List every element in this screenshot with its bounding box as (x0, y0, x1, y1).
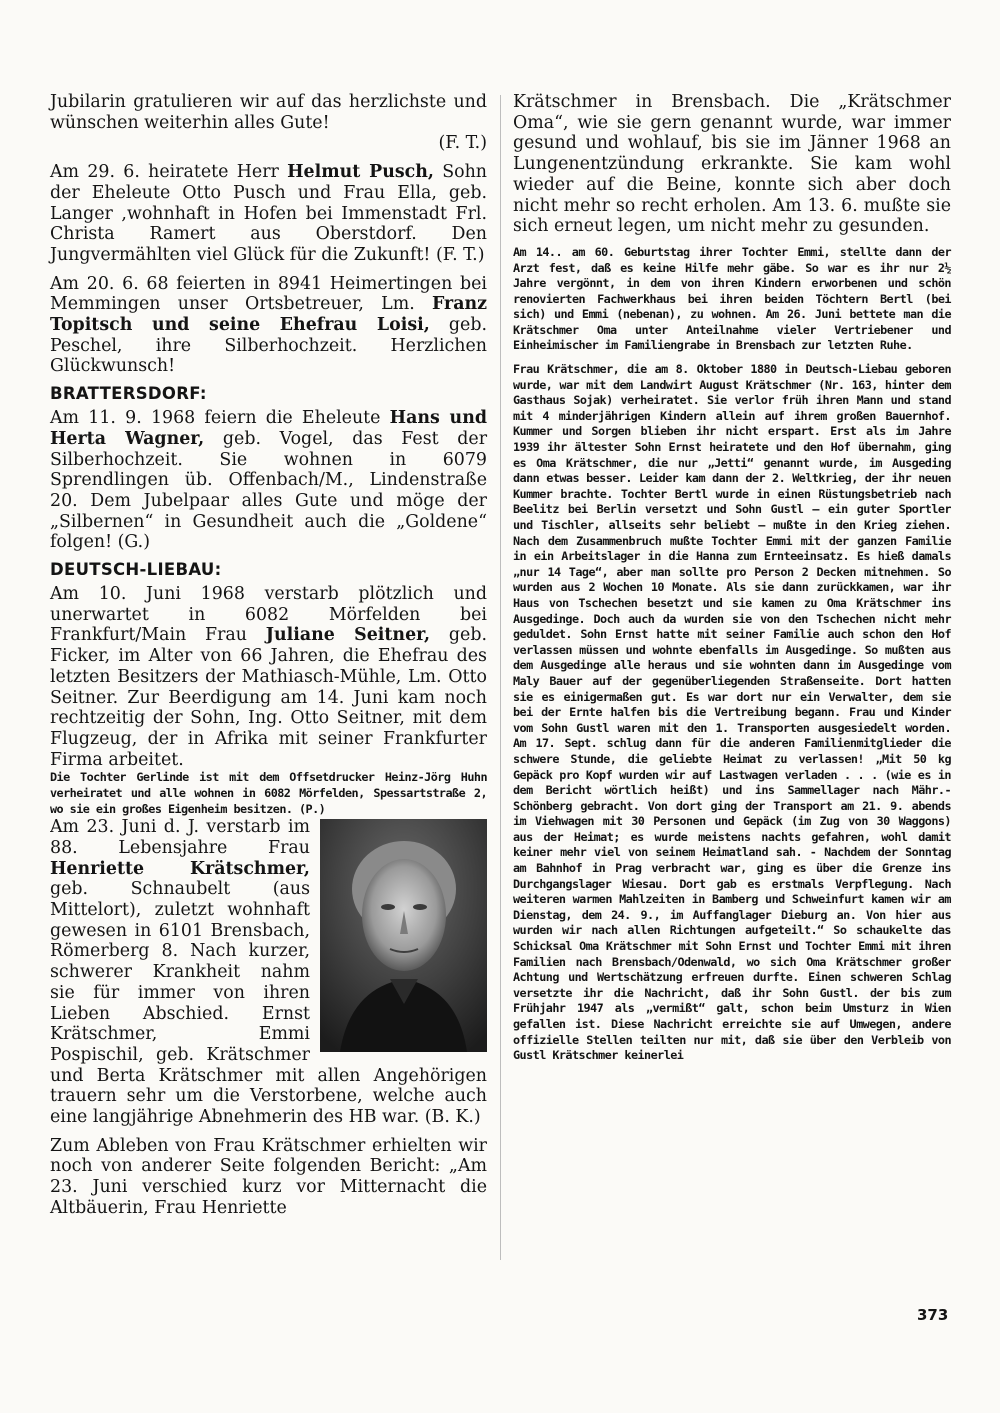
page-number: 373 (917, 1306, 949, 1324)
right-column (513, 92, 951, 1064)
paragraph-seitner: Am 10. Juni 1968 verstarb plötzlich und unerwartet in 6082 Mörfelden bei Frankfurt/Main Frau Juliane Seitner, geb. Ficker, im Alter von 66 Jahren, die Ehefrau des letzten Besitzers der Mathiasch-Mühle, Lm. Otto Seitner. Zur Beerdigung am 14. Juni kam noch rechtzeitig der Sohn, Ing. Otto Seitner, mit dem Flugzeug, der in Afrika mit seiner Frankfurter Firma arbeitet. (50, 584, 487, 770)
name-helmut-pusch: Helmut Pusch, (287, 162, 434, 183)
paragraph-kraetschmer-obituary: Am 23. Juni d. J. verstarb im 88. Lebensjahre Frau Henriette Krätschmer, geb. Schnaubelt (aus Mittelort), zuletzt wohnhaft gewesen in 6101 Brensbach, Römerberg 8. Nach kurzer, schwerer Krankheit nahm sie für immer von ihren Lieben Abschied. Ernst Krätschmer, Emmi Pospischil, geb. Krätschmer und Berta Krätschmer mit allen Angehörigen trauern sehr um die Verstorbene, welche auch eine langjährige Abnehmerin des HB war. (B. K.) (50, 817, 487, 1128)
heading-brattersdorf: BRATTERSDORF: (50, 384, 207, 404)
portrait-woman-icon (320, 819, 487, 1052)
obituary-block (50, 817, 487, 1128)
left-column (50, 92, 487, 1219)
paragraph-pusch: Am 29. 6. heiratete Herr Helmut Pusch, Sohn der Eheleute Otto Pusch und Frau Ella, geb. Langer ,wohnhaft in Hofen bei Immenstadt Frl. Christa Ramert aus Oberstdorf. Den Jungvermählten viel Glück für die Zukunft! (F. T.) (50, 162, 487, 265)
name-juliane-seitner: Juliane Seitner, (265, 625, 431, 646)
signature-ft: (F. T.) (438, 133, 487, 154)
paragraph-kraetschmer-oma: Krätschmer in Brensbach. Die „Krätschmer Oma“, wie sie gern genannt wurde, war immer gesund und wohlauf, bis sie im Jänner 1968 an Lungenentzündung erkrankte. Sie kam wohl wieder auf die Beine, konnte sich aber doch nicht mehr so recht erholen. Am 13. 6. mußte sie sich erneut legen, um nicht mehr zu gesunden. (513, 92, 951, 237)
column-divider (500, 95, 501, 1260)
paragraph-wagner: Am 11. 9. 1968 feiern die Eheleute Hans und Herta Wagner, geb. Vogel, das Fest der Silberhochzeit. Sie wohnen in 6079 Sprendlingen üb. Offenbach/M., Lindenstraße 20. Dem Jubelpaar alles Gute und möge der „Silbernen“ in Gesundheit auch die „Goldene“ folgen! (G.) (50, 408, 488, 553)
paragraph-burial: Am 14.. am 60. Geburtstag ihrer Tochter Emmi, stellte dann der Arzt fest, daß es keine Hilfe mehr gäbe. So war es ihr nur 2½ Jahre vergönnt, in dem von ihren Kindern erworbenen und schön renovierten Fachwerkhaus bei ihren beiden Töchtern Bertl (bei sich) und Emmi (nebenan), zu wohnen. Am 26. Juni bettete man die Krätschmer Oma unter Anteilnahme vieler Vertriebener und Einheimischer im Familiengrabe in Brensbach zur letzten Ruhe. (513, 244, 951, 353)
portrait-photo (320, 819, 487, 1052)
name-franz-topitsch: Franz Topitsch und seine Ehefrau Loisi, (50, 294, 487, 336)
name-hans-herta-wagner: Hans und Herta Wagner, (50, 408, 487, 449)
paragraph-seitner-note: Die Tochter Gerlinde ist mit dem Offsetdrucker Heinz-Jörg Huhn verheiratet und alle wohnen in 6082 Mörfelden, Spessartstraße 2, wo sie ein großes Eigenheim besitzen. (P.) (50, 770, 487, 816)
paragraph-jubilarin: Jubilarin gratulieren wir auf das herzlichste und wünschen weiterhin alles Gute! (50, 92, 487, 133)
paragraph-bericht: Zum Ableben von Frau Krätschmer erhielten wir noch von anderer Seite folgenden Bericht: „Am 23. Juni verschied kurz vor Mitternacht die Altbäuerin, Frau Henriette (50, 1135, 487, 1218)
name-henriette-kraetschmer: Henriette Krätschmer, (50, 858, 310, 879)
paragraph-topitsch: Am 20. 6. 68 feierten in 8941 Heimertingen bei Memmingen unser Ortsbetreuer, Lm. Franz Topitsch und seine Ehefrau Loisi, geb. Peschel, ihre Silberhochzeit. Herzlichen Glückwunsch! (50, 273, 487, 377)
paragraph-biography: Frau Krätschmer, die am 8. Oktober 1880 in Deutsch-Liebau geboren wurde, war mit dem Landwirt August Krätschmer (Nr. 163, hinter dem Gasthaus Sojak) verheiratet. Sie verlor früh ihren Mann und stand mit 4 minderjährigen Kindern allein auf ihrem großen Bauernhof. Kummer und Sorgen blieben ihr nicht erspart. Erst als im Jahre 1939 ihr ältester Sohn Ernst heiratete und den Hof übernahm, ging es Oma Krätschmer, die nur „Jetti“ genannt wurde, im Ausgeding dann etwas besser. Leider kam dann der 2. Weltkrieg, der ihr neuen Kummer brachte. Tochter Bertl wurde in einen Rüstungsbetrieb nach Beelitz bei Berlin versetzt und Sohn Gustl — ein guter Sportler und Tischler, allseits sehr beliebt — mußte in den Krieg ziehen. Nach dem Zusammenbruch mußte Tochter Emmi mit der ganzen Familie in ein Arbeitslager in die Hanna zum Ernteeinsatz. Es hieß damals „nur 14 Tage“, aber man sollte pro Person 2 Decken mitnehmen. So wurden aus 2 Wochen 10 Monate. Als sie dann zurückkamen, war ihr Haus von Tschechen besetzt und sie kamen zu Oma Krätschmer ins Ausgedinge. Doch auch da wurden sie von den Tschechen nicht mehr geduldet. Sohn Ernst hatte mit seiner Familie auch schon den Hof verlassen müssen und wohnte ebenfalls im Ausgedinge. So mußten aus dem Ausgedinge alle heraus und sie wohnten dann im Ausgedinge vom Maly Bauer auf der gegenüberliegenden Straßenseite. Dort hatten sie es einigermaßen gut. Es war dort nur ein Verwalter, dem sie bei der Ernte halfen bis die Vertreibung begann. Frau und Kinder vom Sohn Gustl waren mit den 1. Transporten ausgesiedelt worden. Am 17. Sept. schlug dann für die anderen Familienmitglieder die schwere Stunde, die geliebte Heimat zu verlassen! „Mit 50 kg Gepäck pro Kopf wurden wir auf Lastwagen verladen . . . (wie es in dem Bericht wörtlich heißt) und ins Sammellager nach Mähr.-Schönberg gebracht. Von dort ging der Transport am 21. 9. abends im Viehwagen mit 30 Personen und Gepäck (im Zug von 30 Waggons) aus der Heimat; es wurde meistens nachts gefahren, wohl damit keiner mehr viel von seinem Heimatland sah. - Nachdem der Sonntag am Bahnhof in Prag verbracht war, ging es über die Grenze ins Durchgangslager Wiesau. Dort gab es erstmals Verpflegung. Nach weiteren warmen Mahlzeiten in Bamberg und Schweinfurt kamen wir am Dienstag, dem 24. 9., im Auffanglager Dieburg an. Von hier aus wurden wir nach allen Richtungen aufgeteilt.“ So schaukelte das Schicksal Oma Krätschmer mit Sohn Ernst und Tochter Emmi mit ihren Familien nach Brensbach/Odenwald, wo sich Oma Krätschmer großer Achtung und Wertschätzung erfreuen durfte. Einen schweren Schlag versetzte ihr die Nachricht, daß ihr Sohn Gustl. der bis zum Frühjahr 1947 als „vermißt“ galt, schon beim Umsturz in Wien gefallen ist. Diese Nachricht erreichte sie auf Umwegen, andere offizielle Stellen teilten nur mit, daß sie über den Verbleib von Gustl Krätschmer keinerlei (513, 362, 951, 1063)
heading-deutsch-liebau: DEUTSCH-LIEBAU: (50, 560, 222, 580)
